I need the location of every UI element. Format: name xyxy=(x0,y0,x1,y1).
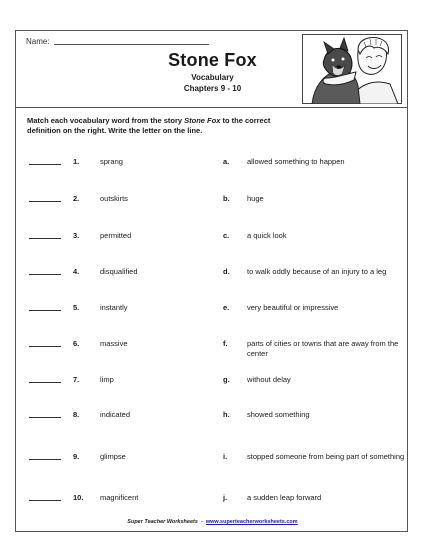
vocab-word: indicated xyxy=(100,410,131,419)
answer-blank-3[interactable] xyxy=(29,238,61,239)
definition-letter: f. xyxy=(223,339,228,348)
matching-row xyxy=(0,338,425,368)
instructions-book-title: Stone Fox xyxy=(184,116,221,125)
definition-letter: i. xyxy=(223,452,228,461)
item-number: 9. xyxy=(73,452,80,461)
item-number: 1. xyxy=(73,157,80,166)
definition-letter: c. xyxy=(223,231,230,240)
definition-text: allowed something to happen xyxy=(247,157,345,166)
definition-text: parts of cities or towns that are away from the center xyxy=(247,339,399,358)
definition-letter: g. xyxy=(223,375,230,384)
item-number: 10. xyxy=(73,493,84,502)
matching-row xyxy=(0,492,425,522)
vocab-word: glimpse xyxy=(100,452,126,461)
item-number: 7. xyxy=(73,375,80,384)
definition-text: huge xyxy=(247,194,264,203)
item-number: 2. xyxy=(73,194,80,203)
definition-letter: e. xyxy=(223,303,230,312)
matching-row xyxy=(0,409,425,439)
item-number: 6. xyxy=(73,339,80,348)
matching-row xyxy=(0,374,425,404)
instructions-text-before: Match each vocabulary word from the story xyxy=(27,116,185,125)
worksheet-title: Stone Fox xyxy=(168,50,257,70)
matching-row xyxy=(0,302,425,332)
definition-text: a quick look xyxy=(247,231,287,240)
definition-letter: h. xyxy=(223,410,230,419)
footer-brand: Super Teacher Worksheets xyxy=(127,519,198,525)
vocab-word: outskirts xyxy=(100,194,128,203)
definition-letter: b. xyxy=(223,194,230,203)
answer-blank-4[interactable] xyxy=(29,274,61,275)
definition-letter: d. xyxy=(223,267,230,276)
answer-blank-8[interactable] xyxy=(29,417,61,418)
vocab-word: magnificent xyxy=(100,493,139,502)
vocab-word: massive xyxy=(100,339,128,348)
matching-row xyxy=(0,230,425,260)
answer-blank-7[interactable] xyxy=(29,382,61,383)
matching-row xyxy=(0,193,425,223)
footer-website-link[interactable]: www.superteacherworksheets.com xyxy=(205,519,298,525)
instructions-text-after: to the correct definition on the right. Write the letter on the line. xyxy=(27,116,271,135)
definition-text: a sudden leap forward xyxy=(247,493,322,502)
definition-text: without delay xyxy=(247,375,291,384)
matching-row xyxy=(0,156,425,186)
definition-text: stopped someone from being part of something xyxy=(247,452,405,461)
item-number: 5. xyxy=(73,303,80,312)
answer-blank-9[interactable] xyxy=(29,459,61,460)
matching-row xyxy=(0,266,425,296)
definition-text: showed something xyxy=(247,410,310,419)
answer-blank-5[interactable] xyxy=(29,310,61,311)
answer-blank-2[interactable] xyxy=(29,201,61,202)
definition-text: to walk oddly because of an injury to a leg xyxy=(247,267,387,276)
subtitle-chapters: Chapters 9 - 10 xyxy=(183,84,242,93)
vocab-word: instantly xyxy=(100,303,128,312)
subtitle-vocabulary: Vocabulary xyxy=(191,73,234,82)
answer-blank-1[interactable] xyxy=(29,164,61,165)
footer-separator: - xyxy=(197,519,206,525)
answer-blank-10[interactable] xyxy=(29,500,61,501)
item-number: 4. xyxy=(73,267,80,276)
item-number: 3. xyxy=(73,231,80,240)
vocab-word: sprang xyxy=(100,157,123,166)
item-number: 8. xyxy=(73,410,80,419)
definition-text: very beautiful or impressive xyxy=(247,303,339,312)
answer-blank-6[interactable] xyxy=(29,346,61,347)
vocab-word: limp xyxy=(100,375,114,384)
definition-letter: a. xyxy=(223,157,230,166)
vocab-word: disqualified xyxy=(100,267,138,276)
vocab-word: permitted xyxy=(100,231,132,240)
name-label: Name: xyxy=(26,37,50,46)
matching-row xyxy=(0,451,425,481)
footer xyxy=(0,519,425,525)
definition-letter: j. xyxy=(223,493,228,502)
